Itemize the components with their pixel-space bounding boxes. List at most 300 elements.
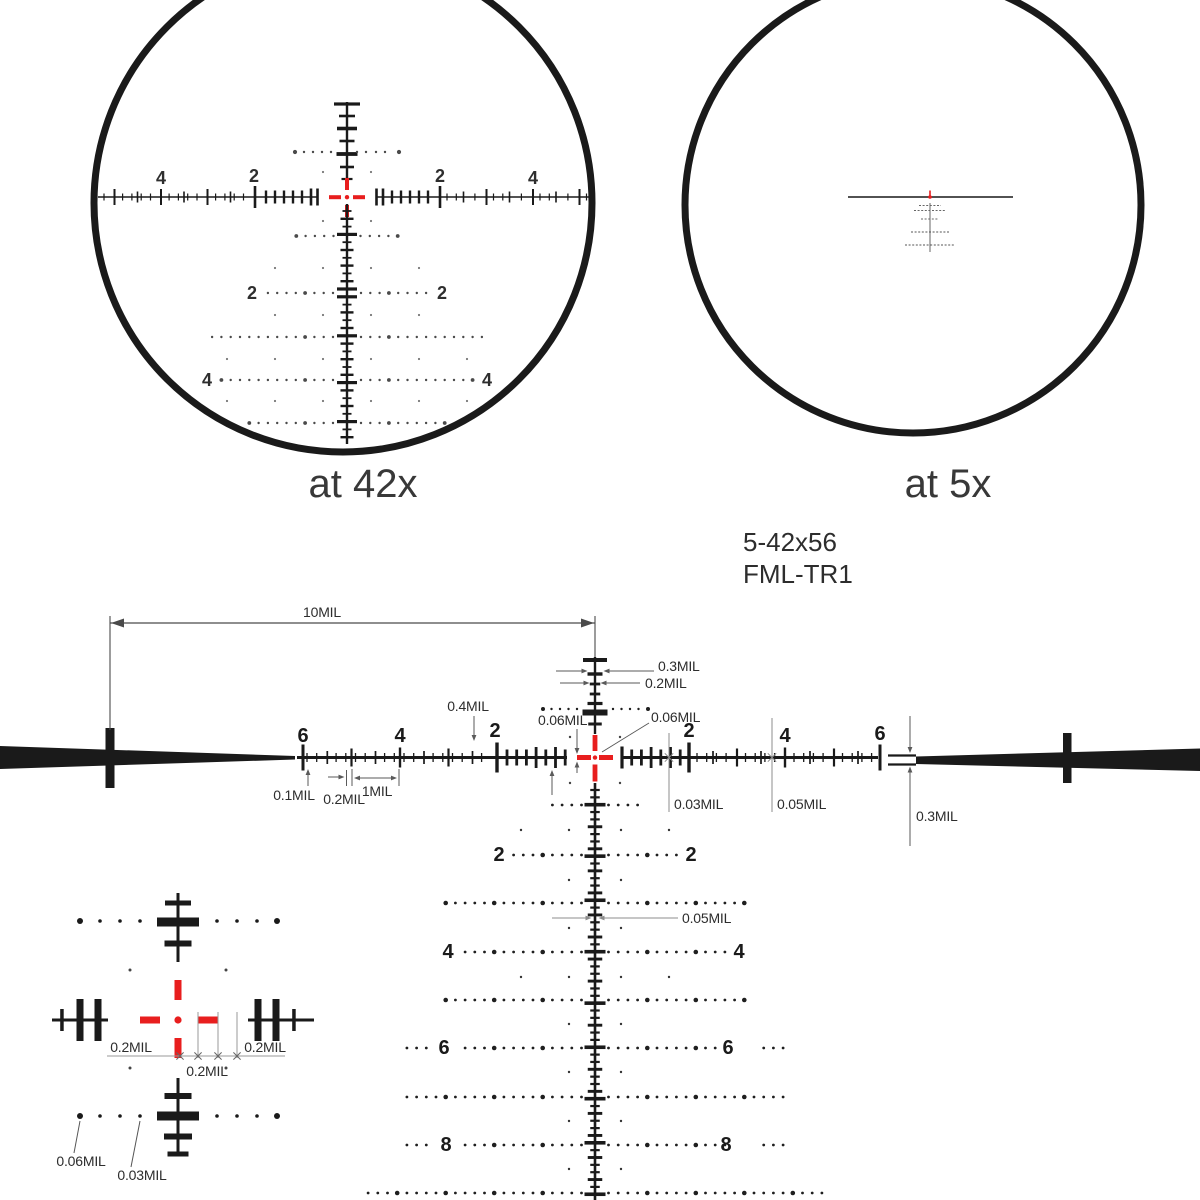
arrowhead	[575, 748, 580, 754]
dot	[378, 336, 380, 338]
dot	[483, 902, 486, 905]
dot	[464, 902, 467, 905]
dot	[568, 1023, 570, 1025]
dot	[520, 829, 522, 831]
dot	[454, 1192, 457, 1195]
dot	[665, 951, 668, 954]
dot	[304, 235, 306, 237]
dot	[569, 782, 571, 784]
dot	[714, 999, 717, 1002]
dot	[274, 314, 276, 316]
dot	[665, 902, 668, 905]
dot	[473, 1144, 476, 1147]
dot	[512, 854, 515, 857]
dot	[303, 421, 307, 425]
stem-bar	[590, 929, 600, 931]
dot	[473, 1192, 476, 1195]
dot	[685, 902, 688, 905]
arrowhead	[584, 681, 590, 686]
stem-bar	[164, 1134, 192, 1140]
dot	[636, 951, 639, 954]
dim-label-04mil: 0.4MIL	[447, 698, 489, 714]
dot	[453, 336, 455, 338]
dot	[425, 1047, 428, 1050]
dot	[580, 951, 583, 954]
dot	[483, 1047, 486, 1050]
dot	[276, 379, 278, 381]
line	[131, 1121, 140, 1167]
dot	[520, 976, 522, 978]
stem-bar	[585, 1097, 606, 1101]
arrowhead	[391, 776, 397, 781]
dot	[215, 919, 219, 923]
dim-label-006mil-right: 0.06MIL	[651, 709, 701, 725]
scope-ring-5x	[685, 0, 1141, 433]
dot	[791, 1191, 796, 1196]
dot	[559, 708, 561, 710]
arrowhead	[575, 762, 580, 768]
dot	[685, 1192, 688, 1195]
dot	[378, 379, 380, 381]
dot	[668, 829, 670, 831]
arrowhead	[339, 775, 345, 780]
tick	[793, 753, 794, 762]
dot	[370, 171, 372, 173]
dot	[220, 336, 222, 338]
dot	[724, 999, 727, 1002]
tick	[696, 753, 697, 762]
dot	[443, 1095, 448, 1100]
arrowhead	[582, 669, 588, 674]
red-dash	[593, 735, 598, 751]
dot	[694, 901, 699, 906]
dot	[370, 220, 372, 222]
line	[602, 723, 649, 752]
stem-bar	[590, 1186, 600, 1188]
line	[74, 1121, 80, 1153]
tick	[400, 191, 402, 204]
dot	[811, 1192, 814, 1195]
dot	[387, 335, 391, 339]
dot	[443, 421, 447, 425]
red-dash	[329, 195, 341, 199]
stem-bar	[588, 980, 603, 983]
dot	[724, 1192, 727, 1195]
dot	[274, 400, 276, 402]
dot	[656, 1144, 659, 1147]
dot	[619, 782, 621, 784]
dot	[418, 400, 420, 402]
dot	[620, 708, 622, 710]
dot	[645, 901, 650, 906]
dot	[675, 1096, 678, 1099]
arrowhead	[111, 619, 124, 628]
stem-bar	[588, 914, 603, 917]
stem-bar	[337, 381, 357, 384]
stem-bar	[334, 102, 360, 105]
dot	[551, 1047, 554, 1050]
dot	[360, 379, 362, 381]
dot	[675, 902, 678, 905]
dot	[620, 1071, 622, 1073]
stem-bar	[343, 226, 352, 228]
tick	[532, 189, 534, 205]
stem-bar	[590, 877, 600, 879]
dot	[473, 902, 476, 905]
scale-number: 6	[297, 725, 309, 747]
tick	[857, 751, 859, 764]
dot	[665, 1047, 668, 1050]
dim-label-03mil-post: 0.3MIL	[658, 658, 700, 674]
dot	[645, 1191, 650, 1196]
dot	[406, 1144, 409, 1147]
dot	[360, 336, 362, 338]
dot	[492, 998, 497, 1003]
tick	[427, 191, 429, 204]
dot	[753, 1096, 756, 1099]
dot	[522, 951, 525, 954]
dim-label-006mil-left: 0.06MIL	[538, 712, 588, 728]
tick	[725, 753, 726, 762]
stem-bar	[588, 1090, 603, 1093]
dot	[636, 999, 639, 1002]
dot	[620, 927, 622, 929]
dot	[568, 927, 570, 929]
tick	[316, 189, 319, 206]
tick	[549, 194, 550, 201]
dot	[569, 736, 571, 738]
tick	[114, 189, 116, 205]
tree-number: 2	[493, 844, 505, 866]
tick	[706, 753, 707, 762]
dot	[532, 999, 535, 1002]
dot	[568, 1071, 570, 1073]
stem-bar	[341, 327, 354, 329]
dot	[255, 1114, 259, 1118]
scale-number: 2	[683, 720, 695, 742]
dot	[620, 1023, 622, 1025]
dot	[464, 1192, 467, 1195]
right-heavy-tick	[1063, 733, 1072, 783]
stem-bar	[165, 1093, 192, 1099]
dot	[464, 1096, 467, 1099]
dot	[220, 378, 224, 382]
stem-bar	[588, 936, 603, 939]
dot	[665, 1096, 668, 1099]
dot	[627, 1096, 630, 1099]
dot	[656, 1192, 659, 1195]
dot	[551, 951, 554, 954]
dot	[724, 902, 727, 905]
tick	[535, 747, 538, 768]
dot	[568, 1120, 570, 1122]
dot	[415, 1096, 418, 1099]
stem-bar	[590, 683, 601, 686]
tick	[137, 192, 139, 203]
dot	[665, 854, 668, 857]
stem-bar	[590, 987, 600, 989]
dot	[369, 336, 371, 338]
stem-bar	[157, 918, 199, 927]
dot	[522, 1047, 525, 1050]
model-number: 5-42x56	[743, 527, 837, 557]
dot	[617, 1096, 620, 1099]
arrowhead	[354, 776, 360, 781]
tick	[760, 751, 762, 764]
dot	[617, 1192, 620, 1195]
tick	[403, 753, 404, 762]
tick	[255, 999, 262, 1041]
dot	[492, 1095, 497, 1100]
dot	[235, 1114, 239, 1118]
dot	[665, 1192, 668, 1195]
tick	[813, 753, 814, 762]
dim-label-01mil: 0.1MIL	[273, 787, 315, 803]
dot	[724, 1096, 727, 1099]
dot	[267, 292, 269, 294]
dim-label-003mil: 0.03MIL	[674, 796, 724, 812]
dot	[462, 379, 464, 381]
stem-bar	[588, 1178, 603, 1181]
dot	[395, 1191, 400, 1196]
dot	[551, 902, 554, 905]
dot	[369, 422, 371, 424]
tick	[620, 747, 623, 769]
tick	[310, 189, 313, 206]
stem-bar	[588, 825, 603, 828]
dot	[129, 969, 132, 972]
dot	[503, 1047, 506, 1050]
dot	[118, 919, 122, 923]
red-center-dot	[345, 195, 349, 199]
tick	[183, 192, 185, 203]
stem-bar	[590, 1009, 600, 1011]
scale-number: 2	[489, 720, 501, 742]
stem-bar	[588, 1112, 603, 1115]
dot	[619, 736, 621, 738]
tick	[178, 194, 179, 201]
dot	[483, 1096, 486, 1099]
dim-label-006mil-inset: 0.06MIL	[56, 1153, 106, 1169]
stem-bar	[165, 941, 192, 947]
dot	[580, 1047, 583, 1050]
stem-bar	[590, 862, 600, 864]
stem-bar	[590, 840, 600, 842]
dot	[503, 999, 506, 1002]
red-dash	[593, 765, 598, 782]
tick	[122, 194, 123, 201]
arrowhead	[601, 681, 607, 686]
dot	[607, 854, 610, 857]
dot	[627, 1192, 630, 1195]
stem-bar	[590, 1127, 600, 1129]
red-center-dot	[593, 755, 597, 759]
stem-bar	[585, 1192, 606, 1196]
dot	[303, 378, 307, 382]
dot	[570, 1096, 573, 1099]
tick	[493, 194, 494, 201]
dot	[321, 151, 323, 153]
dot	[483, 951, 486, 954]
dot	[580, 804, 583, 807]
tick	[555, 192, 557, 203]
stem-bar	[590, 789, 600, 791]
dot	[418, 314, 420, 316]
tick	[254, 186, 257, 208]
dot	[397, 336, 399, 338]
dot	[322, 400, 324, 402]
scale-number: 4	[155, 168, 167, 188]
dot	[570, 902, 573, 905]
dot	[704, 1047, 707, 1050]
scale-number: 4	[779, 725, 791, 747]
dot	[704, 1144, 707, 1147]
tick	[447, 749, 449, 767]
dot	[522, 902, 525, 905]
tick	[456, 194, 457, 201]
dot	[617, 1047, 620, 1050]
dot	[118, 1114, 122, 1118]
dot	[512, 1144, 515, 1147]
scope-view-5x	[685, 0, 1141, 506]
tick	[418, 191, 420, 204]
dot	[322, 358, 324, 360]
tick	[515, 750, 518, 766]
dot	[415, 1047, 418, 1050]
dot	[370, 358, 372, 360]
dot	[462, 336, 464, 338]
stem-bar	[590, 921, 600, 923]
dot	[378, 235, 380, 237]
dot	[313, 422, 315, 424]
dot	[570, 951, 573, 954]
dot	[636, 804, 639, 807]
dot	[369, 292, 371, 294]
tick	[345, 753, 346, 762]
tick	[502, 194, 503, 201]
dot	[522, 999, 525, 1002]
dot	[512, 902, 515, 905]
stem-bar	[588, 1134, 603, 1137]
tick	[659, 750, 662, 766]
reticle-5x	[848, 191, 1013, 253]
dim-label-1mil: 1MIL	[361, 783, 393, 799]
dot	[665, 1144, 668, 1147]
dot	[323, 379, 325, 381]
stem-bar	[588, 869, 603, 872]
dot	[274, 918, 280, 924]
stem-bar	[341, 280, 354, 282]
dot	[77, 1113, 83, 1119]
dot	[656, 1096, 659, 1099]
dot	[512, 1192, 515, 1195]
dot	[570, 1192, 573, 1195]
stem-bar	[590, 833, 600, 835]
dot	[375, 151, 377, 153]
dot	[782, 1144, 785, 1147]
red-dash	[198, 1017, 218, 1024]
dot	[685, 1144, 688, 1147]
dot	[714, 951, 717, 954]
dot	[714, 1047, 717, 1050]
stem-bar	[585, 1001, 606, 1005]
dot	[332, 336, 334, 338]
dot	[425, 1192, 428, 1195]
dot	[378, 292, 380, 294]
dot	[464, 1047, 467, 1050]
tick	[712, 751, 714, 764]
tick	[409, 191, 411, 204]
dot	[607, 951, 610, 954]
stem-bar	[588, 723, 602, 726]
model-title	[743, 527, 853, 589]
red-dash	[599, 755, 613, 760]
dot	[285, 336, 287, 338]
scale-number: 2	[248, 166, 260, 186]
dot	[561, 902, 564, 905]
dim-label-02mil-inset-right: 0.2MIL	[244, 1039, 286, 1055]
stem-bar	[585, 1045, 606, 1049]
dot	[714, 1192, 717, 1195]
inset-geometry	[52, 893, 314, 1167]
dim-label-005mil-tree: 0.05MIL	[682, 910, 732, 926]
tick	[481, 753, 482, 762]
dot	[675, 951, 678, 954]
reticle-42x	[98, 102, 589, 444]
tick	[679, 750, 682, 766]
stem-bar	[343, 429, 352, 431]
dot	[503, 1144, 506, 1147]
dim-label-003mil-inset: 0.03MIL	[117, 1167, 167, 1183]
dot	[714, 902, 717, 905]
dot	[483, 1144, 486, 1147]
tick	[301, 191, 303, 204]
dot	[675, 1144, 678, 1147]
dot	[492, 1191, 497, 1196]
dot	[762, 1192, 765, 1195]
dim-label-02mil-post: 0.2MIL	[645, 675, 687, 691]
dot	[522, 1096, 525, 1099]
tick	[650, 747, 653, 768]
dot	[675, 1192, 678, 1195]
stem-bar	[590, 811, 600, 813]
tick	[265, 191, 267, 204]
dot	[772, 1047, 775, 1050]
dot	[481, 336, 483, 338]
tick	[687, 743, 690, 773]
tick	[640, 750, 643, 766]
dot	[522, 1144, 525, 1147]
tick	[169, 194, 170, 201]
dot	[454, 1096, 457, 1099]
scale-number: 4	[527, 168, 539, 188]
tick	[95, 999, 102, 1041]
dot	[782, 1047, 785, 1050]
tick	[452, 753, 453, 762]
dot	[570, 854, 573, 857]
dot	[694, 1095, 699, 1100]
stem-bar	[590, 1171, 600, 1173]
tick	[306, 753, 307, 762]
stem-bar	[343, 397, 352, 399]
dot	[551, 1192, 554, 1195]
dot	[580, 854, 583, 857]
tree-number: 4	[201, 370, 213, 390]
stem-bar	[590, 1083, 600, 1085]
dot	[512, 1047, 515, 1050]
stem-bar	[590, 1149, 600, 1151]
dot	[418, 358, 420, 360]
